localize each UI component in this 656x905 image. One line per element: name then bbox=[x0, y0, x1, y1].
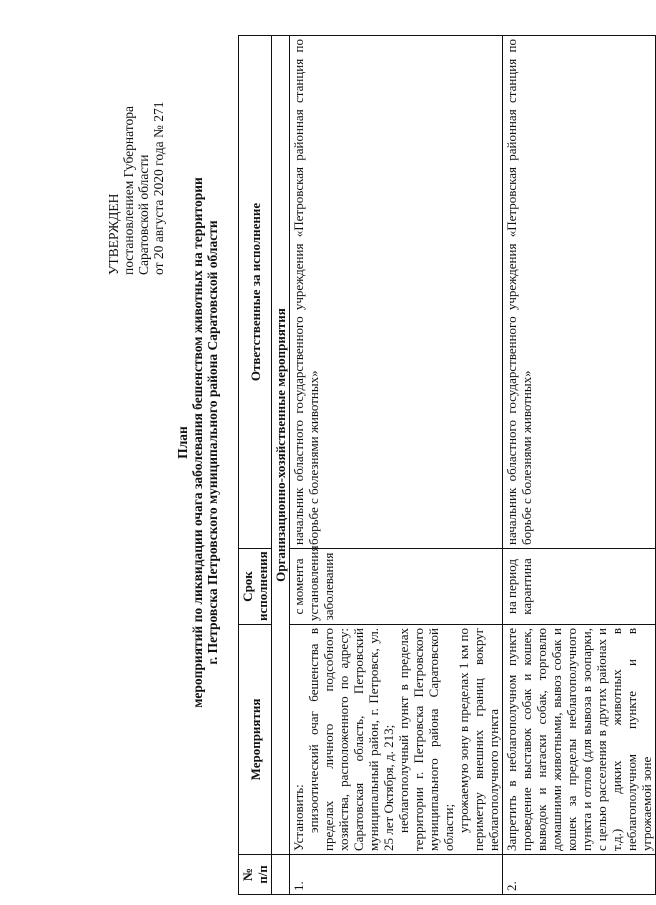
document-title bbox=[175, 0, 220, 895]
header-activities: Мероприятия bbox=[239, 625, 272, 855]
row-activity: Запретить в неблагополучном пункте проведение выставок собак и кошек, выводок и натаски собак, торговлю домашними животными, вывоз собак и кошек за пределы неблагополучного пункта и отлов (для вывоза в зоопарки, с целью расселения в других районах и т.д.) диких животных в неблагополучном пункте и в угрожаемой зоне bbox=[503, 625, 656, 855]
activity-intro: Установить: bbox=[291, 784, 306, 851]
activity-paragraph: эпизоотический очаг бешенства в пределах личного подсобного хозяйства, расположенного по адресу: Саратовская область, Петровский муниципальный район, г. Петровск, ул. 25 лет Октября, д. 213; bbox=[306, 628, 396, 851]
approval-line: УТВЕРЖДЕН bbox=[106, 193, 121, 275]
approval-line: от 20 августа 2020 года № 271 bbox=[151, 101, 166, 275]
title-heading: План bbox=[175, 426, 190, 459]
row-term: на период карантина bbox=[503, 549, 656, 625]
header-term: Срок исполнения bbox=[239, 549, 272, 625]
section-row bbox=[272, 36, 290, 895]
row-num: 2. bbox=[503, 855, 656, 895]
activity-paragraph: угрожаемую зону в пределах 1 км по периметру внешних границ вокруг неблагополучного пункта bbox=[456, 628, 501, 851]
approval-stamp bbox=[106, 15, 166, 275]
table-row bbox=[503, 36, 656, 895]
plan-table bbox=[238, 35, 656, 895]
title-line: мероприятий по ликвидации очага заболевания бешенством животных на территории bbox=[190, 177, 205, 708]
header-responsible: Ответственные за исполнение bbox=[239, 36, 272, 549]
row-responsible: начальник областного государственного учреждения «Петровская районная станция по борьбе с болезнями животных» bbox=[290, 36, 503, 549]
table-header-row bbox=[239, 36, 272, 895]
row-num: 1. bbox=[290, 855, 503, 895]
row-term: с момента установления заболевания bbox=[290, 549, 503, 625]
approval-line: постановлением Губернатора bbox=[121, 106, 136, 275]
row-activity bbox=[290, 625, 503, 855]
row-responsible: начальник областного государственного учреждения «Петровская районная станция по борьбе с болезнями животных» bbox=[503, 36, 656, 549]
section-title: Организационно-хозяйственные мероприятия bbox=[272, 36, 290, 855]
header-num: № п/п bbox=[239, 855, 272, 895]
activity-paragraph: неблагополучный пункт в пределах территории г. Петровска Петровского муниципального района Саратовской области; bbox=[396, 628, 456, 851]
table-row bbox=[290, 36, 503, 895]
title-line: г. Петровска Петровского муниципального района Саратовской области bbox=[205, 220, 220, 665]
approval-line: Саратовской области bbox=[136, 154, 151, 275]
